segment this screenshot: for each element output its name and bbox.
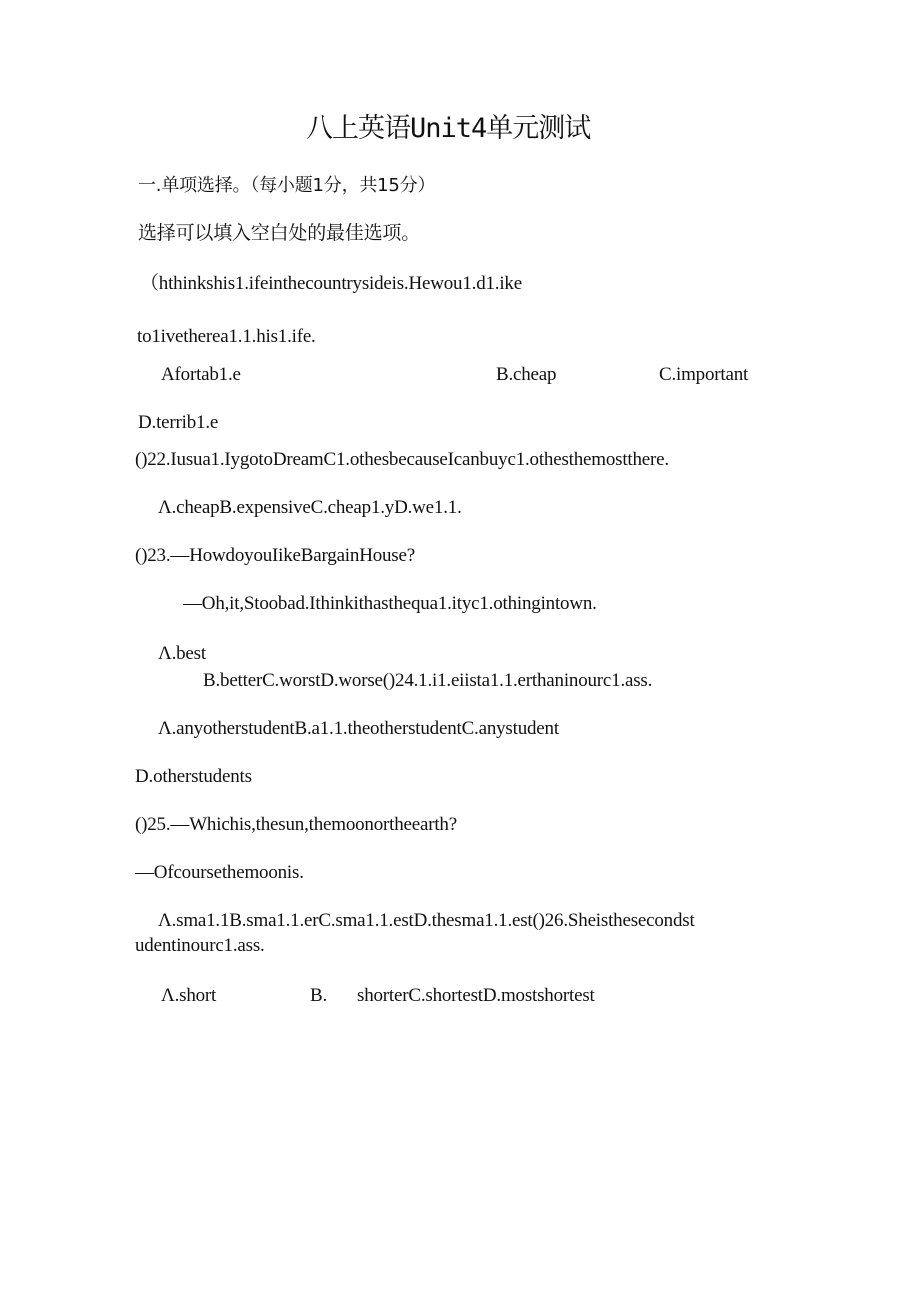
q26-option-b-label: B. (310, 985, 328, 1006)
q25-reply: —Ofcoursethemoonis. (135, 862, 304, 883)
q21-option-a: Afortab1.e (161, 364, 241, 385)
q21-stem-line1: （hthinkshis1.ifeinthecountrysideis.Hewou1.d1.ike (140, 273, 522, 294)
section-instruction: 选择可以填入空白处的最佳选项。 (138, 222, 421, 244)
q21-option-c: C.important (659, 364, 749, 385)
q24-options: Λ.anyotherstudentB.a1.1.theotherstudentC.anystudent (158, 718, 559, 739)
q26-option-a: Λ.short (161, 985, 217, 1006)
page-title: 八上英语Unit4单元测试 (306, 113, 591, 144)
q24-option-d: D.otherstudents (135, 766, 252, 787)
q23-stem: ()23.—HowdoyouIikeBargainHouse? (135, 545, 415, 566)
q21-option-b: B.cheap (496, 364, 557, 385)
q26-options: shorterC.shortestD.mostshortest (357, 985, 595, 1006)
q23-option-a: Λ.best (158, 643, 206, 664)
q22-stem: ()22.Iusua1.IygotoDreamC1.othesbecauseIcanbuyc1.othesthemostthere. (135, 449, 669, 470)
q25-options-and-q26-stem: Λ.sma1.1B.sma1.1.erC.sma1.1.estD.thesma1.1.est()26.Sheisthesecondst (158, 910, 695, 931)
q23-reply: —Oh,it,Stoobad.Ithinkithasthequa1.ityc1.othingintown. (183, 593, 597, 614)
q22-options: Λ.cheapB.expensiveC.cheap1.yD.we1.1. (158, 497, 462, 518)
section-heading: 一.单项选择。（每小题1分，共15分） (138, 175, 436, 196)
q25-stem: ()25.—Whichis,thesun,themoonortheearth? (135, 814, 457, 835)
q26-stem-continued: udentinourc1.ass. (135, 935, 265, 956)
q21-stem-line2: to1ivetherea1.1.his1.ife. (137, 326, 316, 347)
q21-option-d: D.terrib1.e (138, 412, 219, 433)
q23-options-and-q24-stem: B.betterC.worstD.worse()24.1.i1.eiista1.1.erthaninourc1.ass. (203, 670, 653, 691)
